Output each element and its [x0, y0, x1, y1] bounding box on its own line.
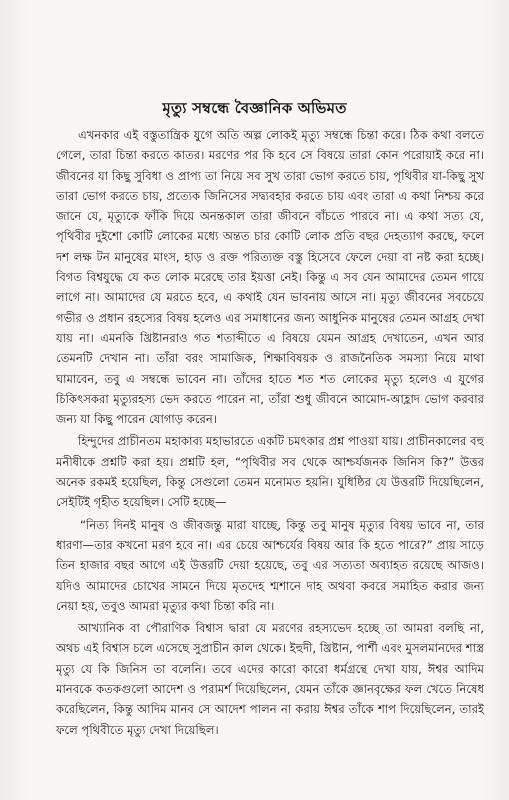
chapter-body — [56, 125, 484, 742]
chapter-title: মৃত্যু সম্বন্ধে বৈজ্ঞানিক অভিমত — [162, 99, 347, 117]
paragraph-1: এখনকার এই বস্তুতান্ত্রিক যুগে অতি অল্প লোকই মৃত্যু সম্বন্ধে চিন্তা করে। ঠিক কথা বলতে গেলে, তারা চিন্তা করতে কাতর। মরণের পর কি হবে সে বিষয়ে তারা কোন পরোয়াই করে না। জীবনের যা কিছু সুবিধা ও প্রাপ্য তা নিয়ে সব সুখ তারা ভোগ করতে চায়, পৃথিবীর যা-কিছু সুখ তারা ভোগ করতে চায়, প্রত্যেক জিনিসের সদ্ব্যবহার করতে চায় এবং তারা এ কথা নিশ্চয় করে জানে যে, মৃত্যুকে ফাঁকি দিয়ে অনন্তকাল তারা জীবনে বাঁচতে পারবে না। এ কথা সত্য যে, পৃথিবীর দুইশো কোটি লোকের মধ্যে অন্তত চার কোটি লোক প্রতি বছর দেহত্যাগ করছে, ফলে দশ লক্ষ টন মানুষের মাংস, হাড় ও রক্ত পরিত্যক্ত বস্তু হিসেবে ফেলে দেয়া বা নষ্ট করা হচ্ছে। বিগত বিশ্বযুদ্ধে যে কত লোক মরেছে তার ইয়ত্তা নেই। কিন্তু এ সব যেন আমাদের তেমন গায়ে লাগে না। আমাদের যে মরতে হবে, এ কথাই যেন ভাবনায় আসে না। মৃত্যু জীবনের সবচেয়ে গভীর ও প্রধান রহস্যের বিষয় হলেও এর সমাধানের জন্য আধুনিক মানুষের তেমন আগ্রহ দেখা যায় না। এমনকি খ্রিষ্টানরাও গত শতাব্দীতে এ বিষয়ে যেমন আগ্রহ দেখাতেন, এখন আর তেমনটি দেখান না। তাঁরা বরং সামাজিক, শিক্ষাবিষয়ক ও রাজনৈতিক সমস্যা নিয়ে মাথা ঘামাবেন, তবু এ সম্বন্ধে ভাবেন না। তাঁদের হাতে শত শত লোকের মৃত্যু হলেও এ যুগের চিকিৎসকরা মৃত্যুরহস্য ভেদ করতে পারেন না, তাঁরা শুধু জীবনে আমোদ-আহ্লাদ ভোগ করবার জন্য যা কিছু পারেন যোগাড় করেন। — [56, 128, 484, 427]
paragraph-2: হিন্দুদের প্রাচীনতম মহাকাব্য মহাভারতে একটি চমৎকার প্রশ্ন পাওয়া যায়। প্রাচীনকালের বহু মনীষীকে প্রশ্নটি করা হয়। প্রশ্নটি হল, “পৃথিবীর সব থেকে আশ্চর্যজনক জিনিস কি?” উত্তর অনেক রকমই হয়েছিল, কিন্তু সেগুলো তেমন মনোমত হয়নি। যুধিষ্ঠির যে উত্তরটি দিয়েছিলেন, সেইটিই গৃহীত হয়েছিল। সেটি হচ্ছে— — [56, 434, 484, 510]
paragraph-4: আখ্যানিক বা পৌরাণিক বিশ্বাস দ্বারা যে মরণের রহস্যভেদ হচ্ছে তা আমরা বলছি না, অথচ এই বিশ্বাস চলে এসেছে সুপ্রাচীন কাল থেকে। ইহুদী, খ্রিষ্টান, পার্শী এবং মুসলমানদের শাস্ত্র মৃত্যু যে কি জিনিস তা বলেনি। তবে এদের কারো কারো ধর্মগ্রন্থে দেখা যায়, ঈশ্বর আদিম মানবকে কতকগুলো আদেশ ও পরামর্শ দিয়েছিলেন, যেমন তাঁকে জ্ঞানবৃক্ষের ফল খেতে নিষেধ করেছিলেন, কিন্তু আদিম মানব সে আদেশ পালন না করায় ঈশ্বর তাঁকে শাপ দিয়েছিলেন, তারই ফলে পৃথিবীতে মৃত্যু দেখা দিয়েছিল। — [56, 621, 484, 737]
paragraph-3: “নিত্য দিনই মানুষ ও জীবজন্তু মারা যাচ্ছে, কিন্তু তবু মানুষ মৃত্যুর বিষয় ভাবে না, তার ধারণা—তার কখনো মরণ হবে না। এর চেয়ে আশ্চর্যের বিষয় আর কি হতে পারে?” প্রায় সাড়ে তিন হাজার বছর আগে এই উত্তরটি দেয়া হয়েছে, তবু এর সত্যতা অব্যাহত রয়েছে আজও। যদিও আমাদের চোখের সামনে দিয়ে মৃতদেহ শ্মশানে দাহ অথবা কবরে সমাহিত করার জন্য নেয়া হয়, তবুও আমরা মৃত্যুর কথা চিন্তা করি না। — [56, 517, 484, 613]
